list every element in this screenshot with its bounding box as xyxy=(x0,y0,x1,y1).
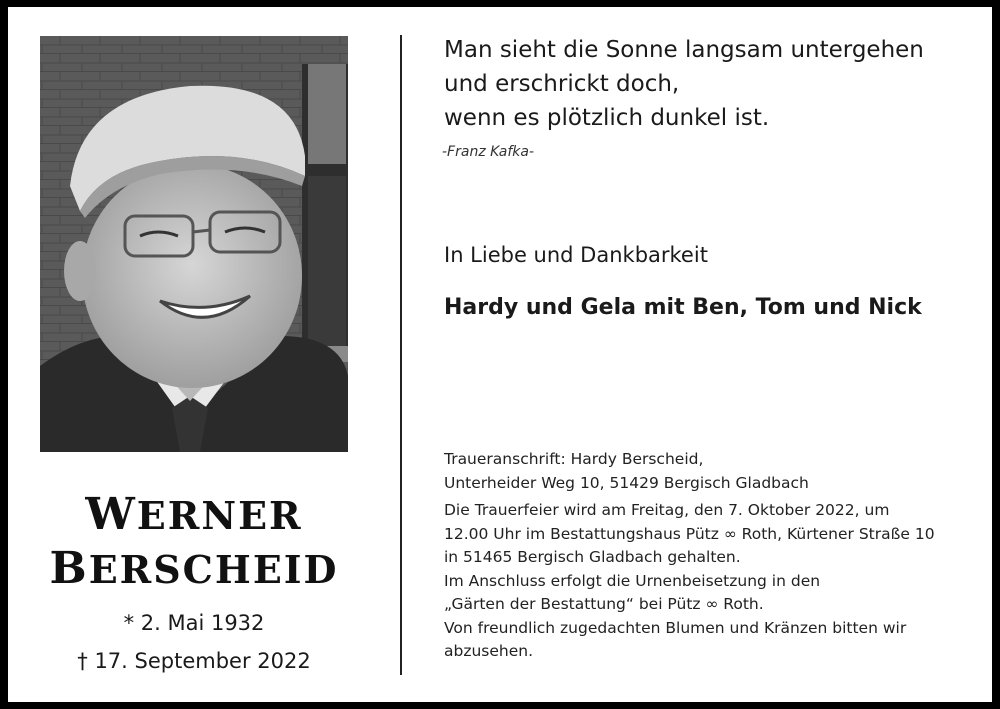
first-name-rest: ERNER xyxy=(136,493,303,538)
quote-line: und erschrickt doch, xyxy=(444,71,680,97)
portrait-photo xyxy=(40,36,348,452)
address-line: Traueranschrift: Hardy Berscheid, xyxy=(444,450,704,468)
kafka-quote xyxy=(444,33,924,135)
address-line: Unterheider Weg 10, 51429 Bergisch Gladbach xyxy=(444,473,809,492)
vertical-divider xyxy=(400,35,402,675)
service-line: abzusehen. xyxy=(444,642,534,660)
first-name-initial: W xyxy=(85,489,137,540)
quote-author: -Franz Kafka- xyxy=(442,144,535,160)
service-line: Im Anschluss erfolgt die Urnenbeisetzung in den xyxy=(444,571,821,590)
service-line: Von freundlich zugedachten Blumen und Kränzen bitten wir xyxy=(444,618,907,637)
last-name-rest: ERSCHEID xyxy=(88,547,339,592)
mourners-intro: In Liebe und Dankbarkeit xyxy=(444,243,708,267)
service-line: „Gärten der Bestattung“ bei Pütz ∞ Roth. xyxy=(444,595,764,613)
first-name xyxy=(40,489,348,540)
last-name xyxy=(40,543,348,594)
service-line: 12.00 Uhr im Bestattungshaus Pütz ∞ Roth, Kürtener Straße 10 xyxy=(444,524,935,543)
service-line: Die Trauerfeier wird am Freitag, den 7. Oktober 2022, um xyxy=(444,501,890,519)
death-date: † 17. September 2022 xyxy=(77,649,311,673)
funeral-details xyxy=(444,448,984,664)
birth-date: * 2. Mai 1932 xyxy=(123,611,265,635)
service-line: in 51465 Bergisch Gladbach gehalten. xyxy=(444,548,741,566)
obituary-card xyxy=(8,7,992,702)
quote-line: Man sieht die Sonne langsam untergehen xyxy=(444,37,924,63)
mourners-names: Hardy und Gela mit Ben, Tom und Nick xyxy=(444,295,922,320)
quote-line: wenn es plötzlich dunkel ist. xyxy=(444,105,770,131)
last-name-initial: B xyxy=(49,543,89,594)
